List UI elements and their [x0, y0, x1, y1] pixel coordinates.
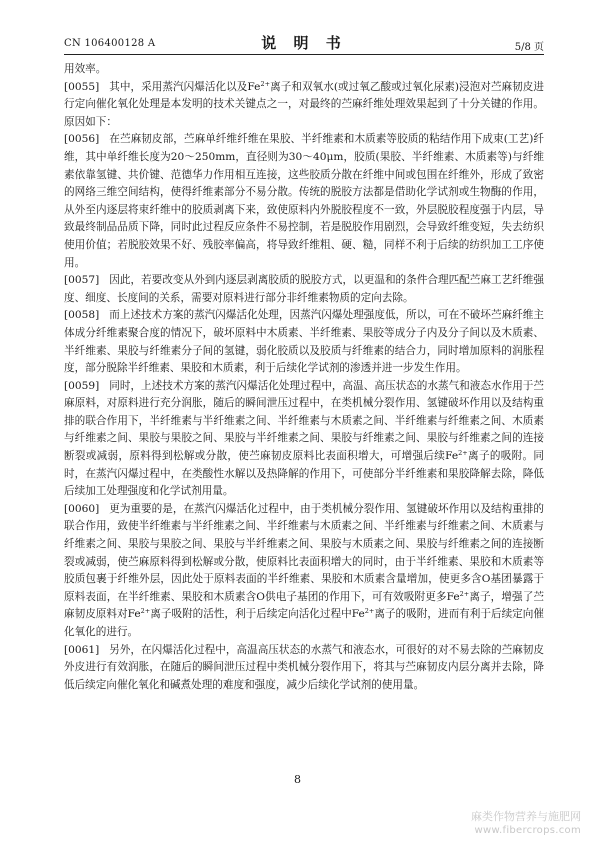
ion-charge-superscript: 2+: [364, 607, 375, 616]
paragraph-text: 另外，在闪爆活化过程中，高温高压状态的水蒸气和液态水，可很好的对不易去除的苎麻韧皮外皮进行有效润胀，在随后的瞬间泄压过程中类机械分裂作用下，将其与苎麻韧皮内层分离并去除，降低后续定向催化氧化和碱煮处理的难度和强度，减少后续化学试剂的使用量。: [64, 643, 544, 691]
site-watermark: [471, 810, 581, 838]
page-header: [64, 28, 544, 55]
watermark-url: www.fibercrops.com: [474, 825, 581, 836]
paragraph-text: 其中，采用蒸汽闪爆活化以及$Fe^{2+}$离子和双氧水(或过氧乙酸或过氧化尿素)浸泡对苎麻韧皮进行定向催化氧化处理是本发明的技术关键点之一，对最终的苎麻纤维处理效果起到了十分关键的作用。原因如下：: [64, 79, 544, 128]
paragraph-0059: [64, 378, 544, 501]
paragraph-number: [0055]: [64, 80, 100, 93]
document-number: CN 106400128 A: [64, 38, 156, 49]
paragraph-0061: [64, 642, 544, 695]
paragraph-0057: [64, 272, 544, 307]
watermark-site-name: 麻类作物营养与施肥网: [471, 810, 581, 823]
paragraph-text: 因此，若要改变从外到内逐层剥离胶质的脱胶方式，以更温和的条件合理匹配苎麻工艺纤维强度、细度、长度间的关系，需要对原料进行部分非纤维素物质的定向去除。: [64, 274, 544, 304]
paragraph-text: 在苎麻韧皮部，苎麻单纤维纤维在果胶、半纤维素和木质素等胶质的粘结作用下成束(工艺)纤维，其中单纤维长度为20～250mm，直径则为30～40μm，胶质(果胶、半纤维素、木质素等)与纤维素依靠氢键、共价键、范德华力作用相互连接，这些胶质分散在纤维中间或包围在纤维外，形成了致密的网络三维空间结构，使得纤维素部分不易分散。传统的脱胶方法都是借助化学试剂或生物酶的作用，从外至内逐层将束纤维中的胶质剥离下来，致使原料内外脱胶程度不一致，外层脱胶程度强于内层，导致最终制品品质下降，同时此过程反应条件不易控制，若是脱胶作用剧烈，会导致纤维变短，失去纺织使用价值；若脱胶效果不好、残胶率偏高，将导致纤维粗、硬、糙，同样不利于后续的纺织加工工序使用。: [64, 133, 544, 269]
paragraph-number: [0058]: [64, 309, 100, 322]
document-body: [64, 61, 544, 694]
paragraph-0056: [64, 131, 544, 272]
ion-charge-superscript: 2+: [260, 79, 271, 88]
paragraph-text: 而上述技术方案的蒸汽闪爆活化处理，因蒸汽闪爆处理强度低，所以，可在不破坏苎麻纤维主体成分纤维素聚合度的情况下，破坏原料中木质素、半纤维素、果胶等成分子内及分子间以及木质素、半纤维素、果胶与纤维素分子间的氢键，弱化胶质以及胶质与纤维素的结合力，同时增加原料的润胀程度，部分脱除半纤维素、果胶和木质素，利于后续化学试剂的渗透并进一步发生作用。: [64, 309, 544, 375]
page-number: 8: [294, 773, 301, 786]
ion-charge-superscript: 2+: [140, 607, 151, 616]
paragraph-text: 同时，上述技术方案的蒸汽闪爆活化处理过程中，高温、高压状态的水蒸气和液态水作用于苎麻原料，对原料进行充分润胀，随后的瞬间泄压过程中，在类机械分裂作用、氢键破坏作用以及结构重排的联合作用下，半纤维素与半纤维素之间、半纤维素与木质素之间、半纤维素与纤维素之间、木质素与纤维素之间、果胶与果胶之间、果胶与半纤维素之间、果胶与纤维素之间、果胶与纤维素之间的连接断裂或减弱，原料得到松解或分散，使苎麻韧皮原料比表面积增大，可增强后续$Fe^{2+}$离子的吸附。同时，在蒸汽闪爆过程中，在类酸性水解以及热降解的作用下，可使部分半纤维素和果胶降解去除，降低后续加工处理强度和化学试剂用量。: [64, 379, 544, 498]
document-title: 说 明 书: [261, 34, 347, 52]
paragraph-number: [0057]: [64, 274, 100, 287]
paragraph-0060: [64, 501, 544, 642]
paragraph-number: [0060]: [64, 502, 100, 515]
ion-charge-superscript: 2+: [459, 589, 470, 598]
paragraph-number: [0056]: [64, 133, 100, 146]
paragraph-text: 更为重要的是，在蒸汽闪爆活化过程中，由于类机械分裂作用、氢键破坏作用以及结构重排的联合作用，致使半纤维素与半纤维素之间、半纤维素与木质素之间、半纤维素与纤维素之间、木质素与纤维素之间、果胶与果胶之间、果胶与半纤维素之间、果胶与木质素之间、果胶与纤维素之间的连接断裂或减弱，使苎麻原料得到松解或分散，使原料比表面积增大的同时，由于半纤维素、果胶和木质素等胶质包裹于纤维外层，因此处于原料表面的半纤维素、果胶和木质素含量增加，使更多含O基团暴露于原料表面，在半纤维素、果胶和木质素含O供电子基团的作用下，可有效吸附更多$Fe^{2+}$离子，增强了苎麻韧皮原料对$Fe^{2+}$离子吸附的活性，利于后续定向活化过程中$Fe^{2+}$离子的吸附，进而有利于后续定向催化氧化的进行。: [64, 502, 544, 638]
page-indicator: 5/8 页: [514, 42, 544, 53]
paragraph-text: 用效率。: [64, 63, 107, 75]
paragraph-0055: [64, 79, 544, 132]
paragraph-0058: [64, 307, 544, 377]
paragraph-number: [0061]: [64, 643, 100, 656]
paragraph: [64, 61, 544, 79]
paragraph-number: [0059]: [64, 379, 100, 392]
ion-charge-superscript: 2+: [458, 449, 468, 458]
